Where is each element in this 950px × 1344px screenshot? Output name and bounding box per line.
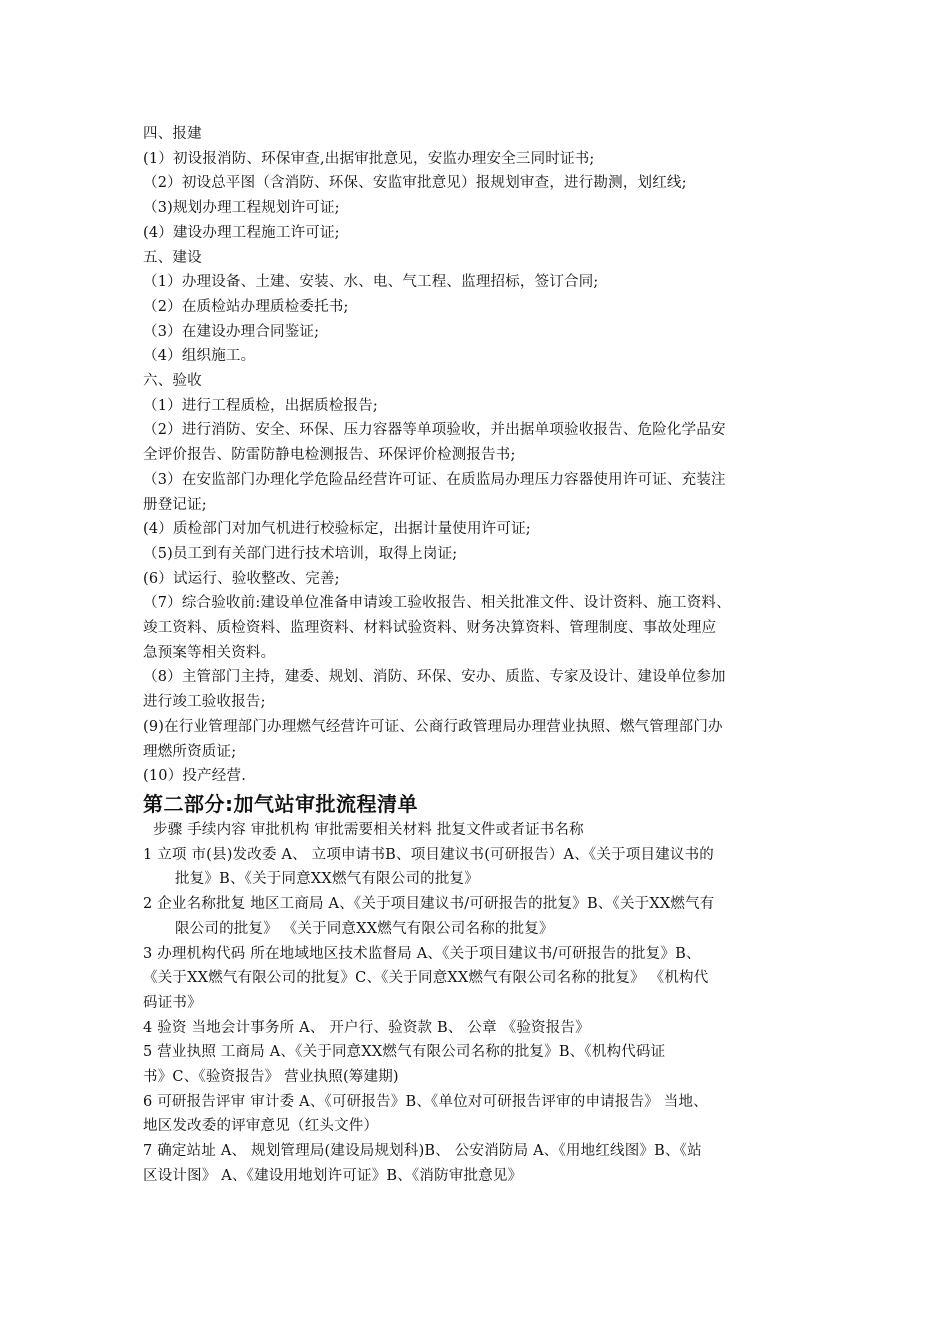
table-row-continuation: 限公司的批复》 《关于同意XX燃气有限公司名称的批复》	[175, 920, 554, 937]
list-item-continuation: 进行竣工验收报告;	[143, 694, 266, 711]
list-item-continuation: 全评价报告、防雷防静电检测报告、环保评价检测报告书;	[143, 447, 516, 464]
table-row-continuation: 批复》B、《关于同意XX燃气有限公司的批复》	[175, 871, 479, 888]
list-item: (1）初设报消防、环保审查,出据审批意见，安监办理安全三同时证书;	[143, 150, 595, 167]
list-item: （8）主管部门主持，建委、规划、消防、环保、安办、质监、专家及设计、建设单位参加	[143, 669, 726, 686]
list-item: （1）进行工程质检，出据质检报告;	[143, 397, 379, 414]
table-row: 5 营业执照 工商局 A、《关于同意XX燃气有限公司名称的批复》B、《机构代码证	[143, 1044, 666, 1061]
list-item: （2）进行消防、安全、环保、压力容器等单项验收，并出据单项验收报告、危险化学品安	[143, 422, 726, 439]
list-item: (10）投产经营.	[143, 768, 247, 785]
table-row-continuation: 区设计图》 A、《建设用地划许可证》B、《消防审批意见》	[143, 1167, 523, 1184]
list-item: (6）试运行、验收整改、完善;	[143, 570, 340, 587]
list-item-continuation: 理燃所资质证;	[143, 743, 237, 760]
table-row: 1 立项 市(县)发改委 A、 立项申请书B、项目建议书(可研报告）A、《关于项目建议书的	[143, 846, 714, 863]
table-row: 3 办理机构代码 所在地域地区技术监督局 A、《关于项目建议书/可研报告的批复》B、	[143, 945, 701, 962]
list-item: (4）质检部门对加气机进行校验标定，出据计量使用许可证;	[143, 521, 531, 538]
table-row: 4 验资 当地会计事务所 A、 开户行、验资款 B、 公章 《验资报告》	[143, 1019, 590, 1036]
part-two-heading: 第二部分:加气站审批流程清单	[143, 791, 418, 816]
list-item: （2）在质检站办理质检委托书;	[143, 298, 349, 315]
table-row-continuation: 地区发改委的评审意见（红头文件）	[143, 1118, 379, 1135]
list-item: （5)员工到有关部门进行技术培训，取得上岗证;	[143, 545, 458, 562]
table-row-continuation: 码证书》	[143, 994, 202, 1011]
list-item: (9)在行业管理部门办理燃气经营许可证、公商行政管理局办理营业执照、燃气管理部门办	[143, 718, 723, 735]
list-item: （3)规划办理工程规划许可证;	[143, 200, 340, 217]
list-item-continuation: 急预案等相关资料。	[143, 644, 276, 661]
table-row: 6 可研报告评审 审计委 A、《可研报告》B、《单位对可研报告评审的申请报告》 当地、	[143, 1093, 708, 1110]
list-item-continuation: 册登记证;	[143, 496, 207, 513]
section-title-yanshou: 六、验收	[143, 373, 202, 390]
list-item: （1）办理设备、土建、安装、水、电、气工程、监理招标，签订合同;	[143, 274, 599, 291]
table-row: 2 企业名称批复 地区工商局 A、《关于项目建议书/可研报告的批复》B、《关于XX燃气有	[143, 896, 715, 913]
list-item: （7）综合验收前:建设单位准备申请竣工验收报告、相关批准文件、设计资料、施工资料、	[143, 595, 731, 612]
section-title-jianshe: 五、建设	[143, 249, 202, 266]
list-item: （4）组织施工。	[143, 348, 256, 365]
table-row: 7 确定站址 A、 规划管理局(建设局规划科)B、 公安消防局 A、《用地红线图》B、《站	[143, 1143, 702, 1160]
list-item-continuation: 竣工资料、质检资料、监理资料、材料试验资料、财务决算资料、管理制度、事故处理应	[143, 620, 717, 637]
section-title-baojian: 四、报建	[143, 126, 202, 142]
list-item: （3）在建设办理合同鉴证;	[143, 323, 320, 340]
list-item: （2）初设总平图（含消防、环保、安监审批意见）报规划审查，进行勘测，划红线;	[143, 175, 687, 192]
table-row-continuation: 《关于XX燃气有限公司的批复》C、《关于同意XX燃气有限公司名称的批复》 《机构代	[143, 970, 709, 987]
document-body	[143, 122, 813, 1189]
table-column-headers: 步骤 手续内容 审批机构 审批需要相关材料 批复文件或者证书名称	[153, 821, 584, 838]
list-item: （3）在安监部门办理化学危险品经营许可证、在质监局办理压力容器使用许可证、充装注	[143, 471, 726, 488]
table-row-continuation: 书》C、《验资报告》 营业执照(筹建期)	[143, 1069, 399, 1086]
list-item: (4）建设办理工程施工许可证;	[143, 224, 340, 241]
